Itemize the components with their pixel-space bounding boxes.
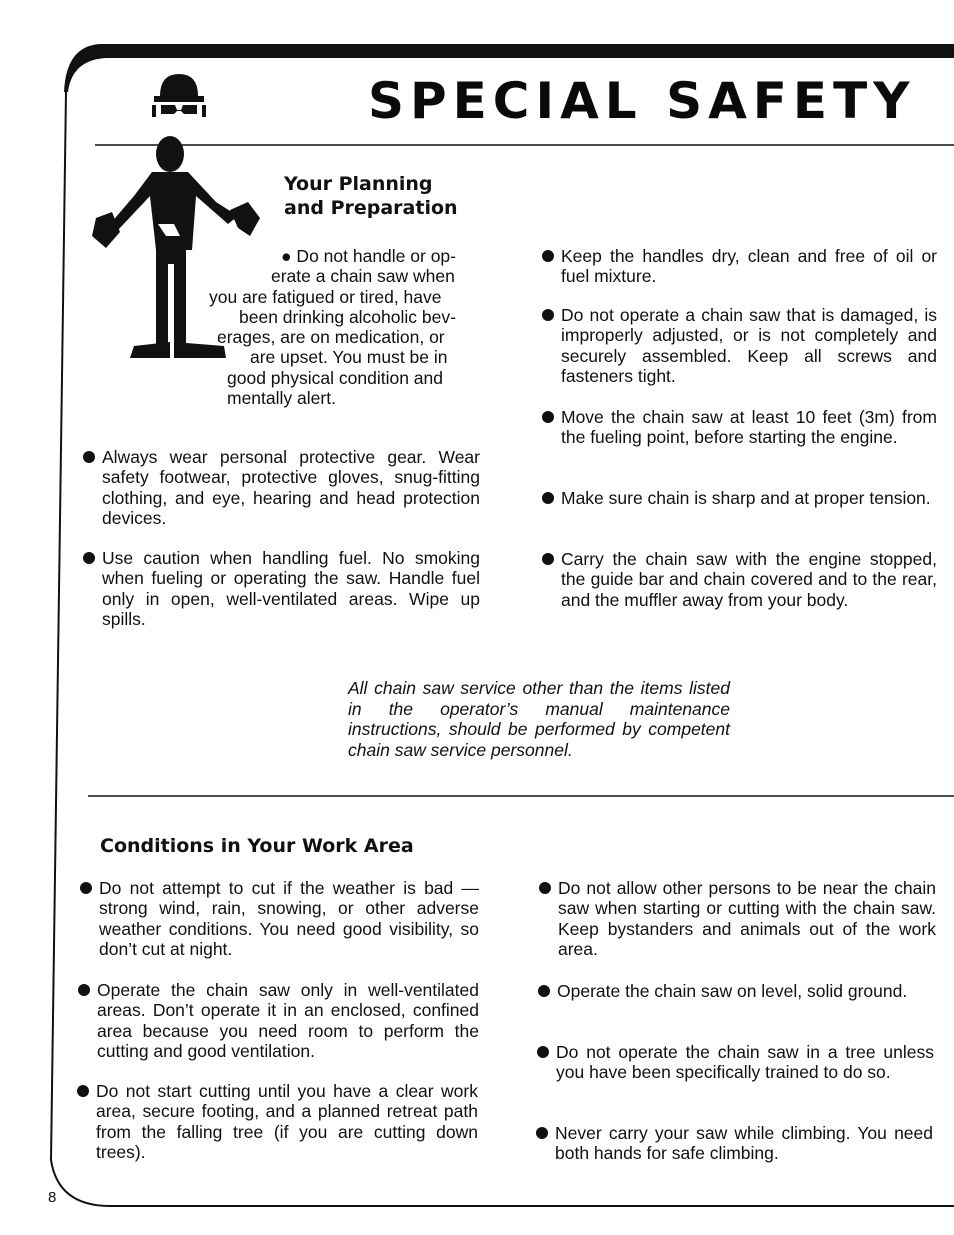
list-item: Keep the handles dry, clean and free of oil or fuel mixture. [561,246,937,287]
first-item-line: are upset. You must be in [250,347,448,368]
bullet-icon [539,882,551,894]
list-item: Do not attempt to cut if the weather is bad — strong wind, rain, snowing, or other adverse weather conditions. You need good visibility, so don’t cut at night. [99,878,479,959]
planning-heading-line-1: Your Planning [284,173,433,195]
list-item: Operate the chain saw only in well-ventilated areas. Don’t operate it in an enclosed, confined area because you need room to perform the cutting and good ventilation. [97,980,479,1061]
first-item-line: you are fatigued or tired, have [209,286,442,307]
bullet-icon [536,1127,548,1139]
bullet-icon [538,985,550,997]
planning-heading [284,172,458,220]
list-item: Always wear personal protective gear. Wear safety footwear, protective gloves, snug-fitting clothing, and eye, hearing and head protection devices. [102,447,480,528]
bullet-icon [542,492,554,504]
first-item-line: erate a chain saw when [271,266,455,287]
page-title: SPECIAL SAFETY [368,72,916,130]
list-item: Use caution when handling fuel. No smoking when fueling or operating the saw. Handle fuel only in open, well-ventilated areas. Wipe up spills. [102,548,480,629]
first-item-line: been drinking alcoholic bev- [239,306,456,327]
first-item-line: good physical condition and [227,367,443,388]
bullet-icon [80,882,92,894]
bullet-icon [83,552,95,564]
bullet-icon [78,984,90,996]
list-item: Do not operate a chain saw that is damaged, is improperly adjusted, or is not completely and securely assembled. Keep all screws and fasteners tight. [561,305,937,386]
bullet-icon [542,553,554,565]
work-area-heading: Conditions in Your Work Area [100,835,414,857]
list-item: Operate the chain saw on level, solid ground. [557,981,935,1001]
list-item: Carry the chain saw with the engine stopped, the guide bar and chain covered and to the rear, and the muffler away from your body. [561,549,937,610]
bullet-icon [542,309,554,321]
list-item: Do not allow other persons to be near the chain saw when starting or cutting with the chain saw. Keep bystanders and animals out of the work area. [558,878,936,959]
first-item-line: ● Do not handle or op- [281,246,456,266]
planning-first-item [209,246,481,408]
list-item: Move the chain saw at least 10 feet (3m) from the fueling point, before starting the engine. [561,407,937,448]
bullet-icon [537,1046,549,1058]
planning-heading-line-2: and Preparation [284,197,458,219]
first-item-line: erages, are on medication, or [217,327,445,348]
hard-hat-with-face-shield-icon [148,72,210,118]
list-item: Do not operate the chain saw in a tree unless you have been specifically trained to do so. [556,1042,934,1083]
list-item: Never carry your saw while climbing. You need both hands for safe climbing. [555,1123,933,1164]
bullet-icon [542,250,554,262]
bullet-icon [83,451,95,463]
bullet-icon [542,411,554,423]
list-item: Do not start cutting until you have a clear work area, secure footing, and a planned retreat path from the falling tree (if you are cutting down trees). [96,1081,478,1162]
list-item: Make sure chain is sharp and at proper tension. [561,488,937,508]
service-note: All chain saw service other than the items listed in the operator’s manual maintenance instructions, should be performed by competent chain saw service personnel. [348,678,730,760]
page-number: 8 [48,1189,57,1206]
bullet-icon [77,1085,89,1097]
first-item-line: mentally alert. [227,388,336,409]
